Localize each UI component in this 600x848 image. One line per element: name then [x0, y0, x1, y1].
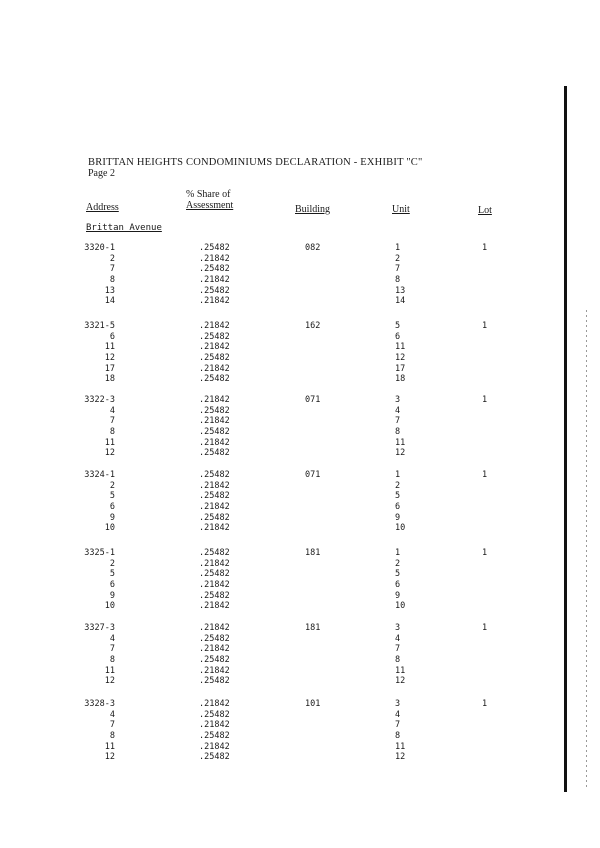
table-row	[0, 342, 600, 353]
address-cell: 3327-3	[84, 623, 115, 633]
share-cell: .25482	[199, 285, 230, 296]
address-cell: 7	[109, 644, 115, 655]
unit-cell: 8	[395, 731, 401, 742]
share-cell: .21842	[199, 644, 230, 655]
address-cell: 12	[104, 353, 115, 364]
document-title: BRITTAN HEIGHTS CONDOMINIUMS DECLARATION - EXHIBIT "C"	[88, 157, 423, 168]
share-cell: .21842	[199, 296, 230, 307]
table-row	[0, 448, 600, 459]
address-cell: 8	[109, 427, 115, 438]
share-cell: .25482	[199, 405, 230, 416]
table-row	[0, 470, 600, 481]
table-row	[0, 699, 600, 710]
table-row	[0, 548, 600, 559]
address-cell: 3325-1	[84, 548, 115, 558]
page-number: Page 2	[88, 168, 115, 179]
table-row	[0, 296, 600, 307]
share-cell: .21842	[199, 665, 230, 676]
share-cell: .21842	[199, 253, 230, 264]
address-group	[0, 623, 600, 687]
share-cell: .25482	[199, 491, 230, 502]
table-row	[0, 374, 600, 385]
share-cell: .21842	[199, 502, 230, 513]
share-cell: .25482	[199, 470, 230, 480]
address-cell: 7	[109, 264, 115, 275]
table-row	[0, 601, 600, 612]
lot-cell: 1	[482, 470, 488, 480]
column-header-address: Address	[86, 202, 119, 213]
column-header-unit: Unit	[392, 204, 410, 215]
table-row	[0, 321, 600, 332]
table-row	[0, 406, 600, 417]
share-cell: .25482	[199, 448, 230, 459]
table-row	[0, 364, 600, 375]
table-row	[0, 353, 600, 364]
unit-cell: 5	[395, 569, 401, 580]
address-cell: 3328-3	[84, 699, 115, 709]
address-cell: 5	[109, 569, 115, 580]
share-cell: .21842	[199, 395, 230, 405]
share-cell: .25482	[199, 264, 230, 275]
share-cell: .25482	[199, 243, 230, 253]
unit-cell: 8	[395, 275, 401, 286]
table-row	[0, 491, 600, 502]
share-cell: .25482	[199, 353, 230, 364]
table-row	[0, 720, 600, 731]
address-cell: 4	[109, 709, 115, 720]
address-cell: 4	[109, 633, 115, 644]
share-cell: .21842	[199, 601, 230, 612]
unit-cell: 13	[395, 285, 406, 296]
address-group	[0, 548, 600, 612]
address-group	[0, 395, 600, 459]
table-row	[0, 416, 600, 427]
address-cell: 6	[109, 502, 115, 513]
address-cell: 9	[109, 590, 115, 601]
share-cell: .25482	[199, 548, 230, 558]
address-cell: 8	[109, 731, 115, 742]
lot-cell: 1	[482, 623, 488, 633]
unit-cell: 10	[395, 601, 406, 612]
address-cell: 7	[109, 416, 115, 427]
unit-cell: 12	[395, 448, 406, 459]
address-cell: 2	[109, 558, 115, 569]
share-cell: .21842	[199, 741, 230, 752]
unit-cell: 11	[395, 665, 406, 676]
address-cell: 9	[109, 512, 115, 523]
share-cell: .21842	[199, 437, 230, 448]
unit-cell: 11	[395, 437, 406, 448]
table-row	[0, 634, 600, 645]
unit-cell: 7	[395, 720, 401, 731]
table-row	[0, 655, 600, 666]
address-cell: 11	[104, 437, 115, 448]
table-row	[0, 243, 600, 254]
address-cell: 2	[109, 253, 115, 264]
building-cell: 071	[305, 470, 321, 480]
share-cell: .21842	[199, 623, 230, 633]
share-cell: .21842	[199, 558, 230, 569]
unit-cell: 11	[395, 342, 406, 353]
column-header-lot: Lot	[478, 205, 492, 216]
address-cell: 11	[104, 665, 115, 676]
share-cell: .25482	[199, 331, 230, 342]
share-cell: .25482	[199, 709, 230, 720]
unit-cell: 2	[395, 253, 401, 264]
building-cell: 082	[305, 243, 321, 253]
address-cell: 5	[109, 491, 115, 502]
address-cell: 7	[109, 720, 115, 731]
address-cell: 3321-5	[84, 321, 115, 331]
address-cell: 8	[109, 655, 115, 666]
table-row	[0, 502, 600, 513]
address-cell: 11	[104, 741, 115, 752]
column-header-share-line1: % Share of	[186, 189, 231, 200]
unit-cell: 9	[395, 590, 401, 601]
address-cell: 17	[104, 363, 115, 374]
unit-cell: 3	[395, 395, 401, 405]
unit-cell: 6	[395, 502, 401, 513]
table-row	[0, 395, 600, 406]
share-cell: .21842	[199, 321, 230, 331]
unit-cell: 18	[395, 374, 406, 385]
table-row	[0, 264, 600, 275]
table-row	[0, 332, 600, 343]
lot-cell: 1	[482, 321, 488, 331]
column-header-share-line2: Assessment	[186, 200, 234, 211]
share-cell: .25482	[199, 590, 230, 601]
unit-cell: 4	[395, 633, 401, 644]
share-cell: .25482	[199, 427, 230, 438]
unit-cell: 5	[395, 321, 401, 331]
unit-cell: 4	[395, 709, 401, 720]
unit-cell: 11	[395, 741, 406, 752]
address-cell: 10	[104, 601, 115, 612]
table-row	[0, 427, 600, 438]
building-cell: 181	[305, 548, 321, 558]
street-name: Brittan Avenue	[86, 223, 162, 233]
building-cell: 101	[305, 699, 321, 709]
unit-cell: 8	[395, 655, 401, 666]
table-row	[0, 623, 600, 634]
building-cell: 071	[305, 395, 321, 405]
address-cell: 3320-1	[84, 243, 115, 253]
share-cell: .21842	[199, 699, 230, 709]
unit-cell: 1	[395, 548, 401, 558]
share-cell: .21842	[199, 363, 230, 374]
address-cell: 10	[104, 523, 115, 534]
lot-cell: 1	[482, 699, 488, 709]
unit-cell: 7	[395, 644, 401, 655]
unit-cell: 12	[395, 676, 406, 687]
address-cell: 6	[109, 331, 115, 342]
share-cell: .21842	[199, 523, 230, 534]
table-row	[0, 666, 600, 677]
unit-cell: 7	[395, 416, 401, 427]
share-cell: .25482	[199, 512, 230, 523]
unit-cell: 2	[395, 558, 401, 569]
address-group	[0, 321, 600, 385]
unit-cell: 9	[395, 512, 401, 523]
table-row	[0, 569, 600, 580]
table-row	[0, 710, 600, 721]
unit-cell: 6	[395, 580, 401, 591]
table-row	[0, 644, 600, 655]
address-cell: 6	[109, 580, 115, 591]
table-row	[0, 559, 600, 570]
table-row	[0, 591, 600, 602]
share-cell: .21842	[199, 342, 230, 353]
unit-cell: 6	[395, 331, 401, 342]
address-cell: 12	[104, 752, 115, 763]
table-row	[0, 742, 600, 753]
lot-cell: 1	[482, 395, 488, 405]
share-cell: .25482	[199, 374, 230, 385]
unit-cell: 7	[395, 264, 401, 275]
table-row	[0, 286, 600, 297]
unit-cell: 12	[395, 752, 406, 763]
lot-cell: 1	[482, 243, 488, 253]
share-cell: .21842	[199, 580, 230, 591]
address-cell: 18	[104, 374, 115, 385]
share-cell: .25482	[199, 752, 230, 763]
unit-cell: 3	[395, 623, 401, 633]
unit-cell: 1	[395, 243, 401, 253]
address-cell: 14	[104, 296, 115, 307]
unit-cell: 8	[395, 427, 401, 438]
lot-cell: 1	[482, 548, 488, 558]
column-header-share	[186, 189, 233, 211]
share-cell: .21842	[199, 720, 230, 731]
table-row	[0, 676, 600, 687]
unit-cell: 12	[395, 353, 406, 364]
address-cell: 13	[104, 285, 115, 296]
share-cell: .25482	[199, 569, 230, 580]
table-row	[0, 752, 600, 763]
address-cell: 3322-3	[84, 395, 115, 405]
unit-cell: 4	[395, 405, 401, 416]
share-cell: .21842	[199, 480, 230, 491]
building-cell: 181	[305, 623, 321, 633]
table-row	[0, 275, 600, 286]
address-cell: 11	[104, 342, 115, 353]
table-row	[0, 580, 600, 591]
address-group	[0, 243, 600, 307]
unit-cell: 2	[395, 480, 401, 491]
table-row	[0, 513, 600, 524]
address-cell: 2	[109, 480, 115, 491]
address-cell: 3324-1	[84, 470, 115, 480]
address-cell: 12	[104, 448, 115, 459]
table-row	[0, 438, 600, 449]
share-cell: .25482	[199, 676, 230, 687]
address-cell: 12	[104, 676, 115, 687]
share-cell: .25482	[199, 655, 230, 666]
unit-cell: 5	[395, 491, 401, 502]
share-cell: .25482	[199, 633, 230, 644]
address-cell: 8	[109, 275, 115, 286]
address-group	[0, 699, 600, 763]
table-row	[0, 523, 600, 534]
table-row	[0, 481, 600, 492]
column-header-building: Building	[295, 204, 331, 215]
unit-cell: 14	[395, 296, 406, 307]
share-cell: .25482	[199, 731, 230, 742]
unit-cell: 1	[395, 470, 401, 480]
table-row	[0, 254, 600, 265]
address-cell: 4	[109, 405, 115, 416]
share-cell: .21842	[199, 416, 230, 427]
building-cell: 162	[305, 321, 321, 331]
unit-cell: 10	[395, 523, 406, 534]
unit-cell: 17	[395, 363, 406, 374]
table-row	[0, 731, 600, 742]
address-group	[0, 470, 600, 534]
share-cell: .21842	[199, 275, 230, 286]
unit-cell: 3	[395, 699, 401, 709]
